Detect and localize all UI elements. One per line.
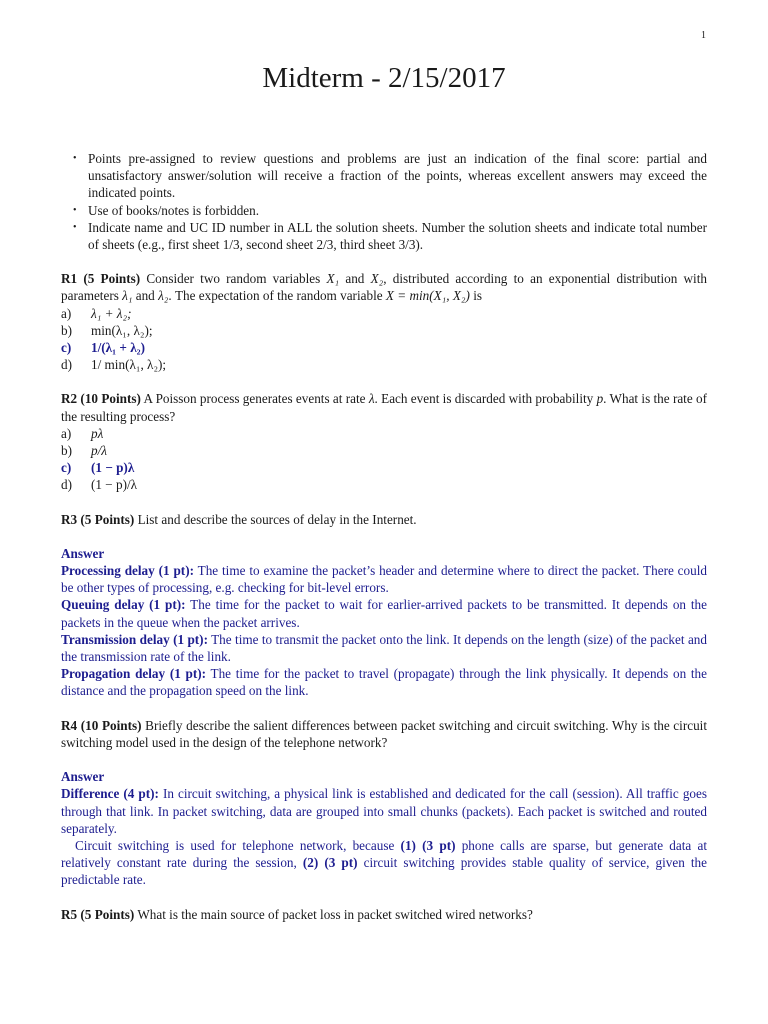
answer-item: Queuing delay (1 pt): The time for the packet to wait for earlier-arrived packets to be transmitted. It depends on the packets in the queue when the packet arrives. — [61, 597, 707, 630]
answer-heading: Answer — [61, 769, 105, 785]
page-number: 1 — [701, 30, 706, 41]
rules-list — [61, 150, 707, 253]
question-r3-text: R3 (5 Points) List and describe the sources of delay in the Internet. — [61, 511, 417, 527]
question-r2 — [61, 390, 707, 493]
option-c-correct: c) 1/(λ₁ + λ₂) — [61, 340, 146, 356]
rule-item: • Points pre-assigned to review questions and problems are just an indication of the final score: partial and unsatisfactory answer/solution will receive a fraction of the points, whereas excellent answers may exceed the indicated points. — [73, 151, 707, 201]
option-a: a) pλ — [61, 425, 104, 441]
question-r3 — [61, 511, 707, 528]
answer-item: Circuit switching is used for telephone network, because (1) (3 pt) phone calls are sparse, but generate data at relatively constant rate during the session, (2) (3 pt) circuit switching provides stable quality of service, given the predictable rate. — [61, 837, 708, 888]
question-r4 — [61, 717, 707, 751]
answer-item: Difference (4 pt): In circuit switching, a physical link is established and dedicated for the call (session). All traffic goes through that link. In packet switching, data are grouped into small chunks (packets). Each packet is switched and routed separately. — [61, 786, 707, 836]
option-b: b) min(λ₁, λ₂); — [61, 322, 153, 338]
question-r2-text: R2 (10 Points) A Poisson process generates events at rate λ. Each event is discarded with probability p. What is the rate of the resulting process? — [61, 391, 708, 424]
answer-item: Transmission delay (1 pt): The time to transmit the packet onto the link. It depends on the length (size) of the packet and the transmission rate of the link. — [61, 631, 707, 665]
answer-item: Propagation delay (1 pt): The time for the packet to travel (propagate) through the link physically. It depends on the distance and the propagation speed on the link. — [61, 666, 707, 699]
rule-item: • Indicate name and UC ID number in ALL the solution sheets. Number the solution sheets and indicate total number of sheets (e.g., first sheet 1/3, second sheet 2/3, third sheet 3/3). — [73, 219, 707, 253]
option-d: d) (1 − p)/λ — [61, 477, 138, 493]
question-r5-text: R5 (5 Points) What is the main source of packet loss in packet switched wired networks? — [61, 906, 533, 922]
bullet-icon: • — [73, 153, 77, 164]
answer-heading: Answer — [61, 545, 105, 561]
question-r1-text: R1 (5 Points) Consider two random variables X₁ and X₂, distributed according to an exponential distribution with parameters λ₁ and λ₂. The expectation of the random variable X = min(X₁, X₂) is — [61, 271, 707, 304]
bullet-icon: • — [73, 204, 77, 216]
answer-r4 — [61, 768, 707, 888]
answer-item: Processing delay (1 pt): The time to examine the packet’s header and determine where to direct the packet. There could be other types of processing, e.g. checking for bit-level errors. — [61, 563, 707, 596]
rule-item: • Use of books/notes is forbidden. — [73, 202, 260, 218]
option-a: a) λ₁ + λ₂; — [61, 305, 132, 321]
option-d: d) 1/ min(λ₁, λ₂); — [61, 357, 167, 373]
question-r1 — [61, 270, 707, 373]
answer-r3 — [61, 545, 707, 700]
exam-content — [61, 150, 707, 923]
option-c-correct: c) (1 − p)λ — [61, 460, 135, 476]
page-title: Midterm - 2/15/2017 — [262, 62, 506, 94]
question-r5 — [61, 906, 707, 923]
question-r4-text: R4 (10 Points) Briefly describe the salient differences between packet switching and circuit switching. Why is the circuit switching model used in the design of the telephone network? — [61, 717, 707, 750]
option-b: b) p/λ — [61, 443, 107, 459]
bullet-icon: • — [73, 221, 77, 233]
